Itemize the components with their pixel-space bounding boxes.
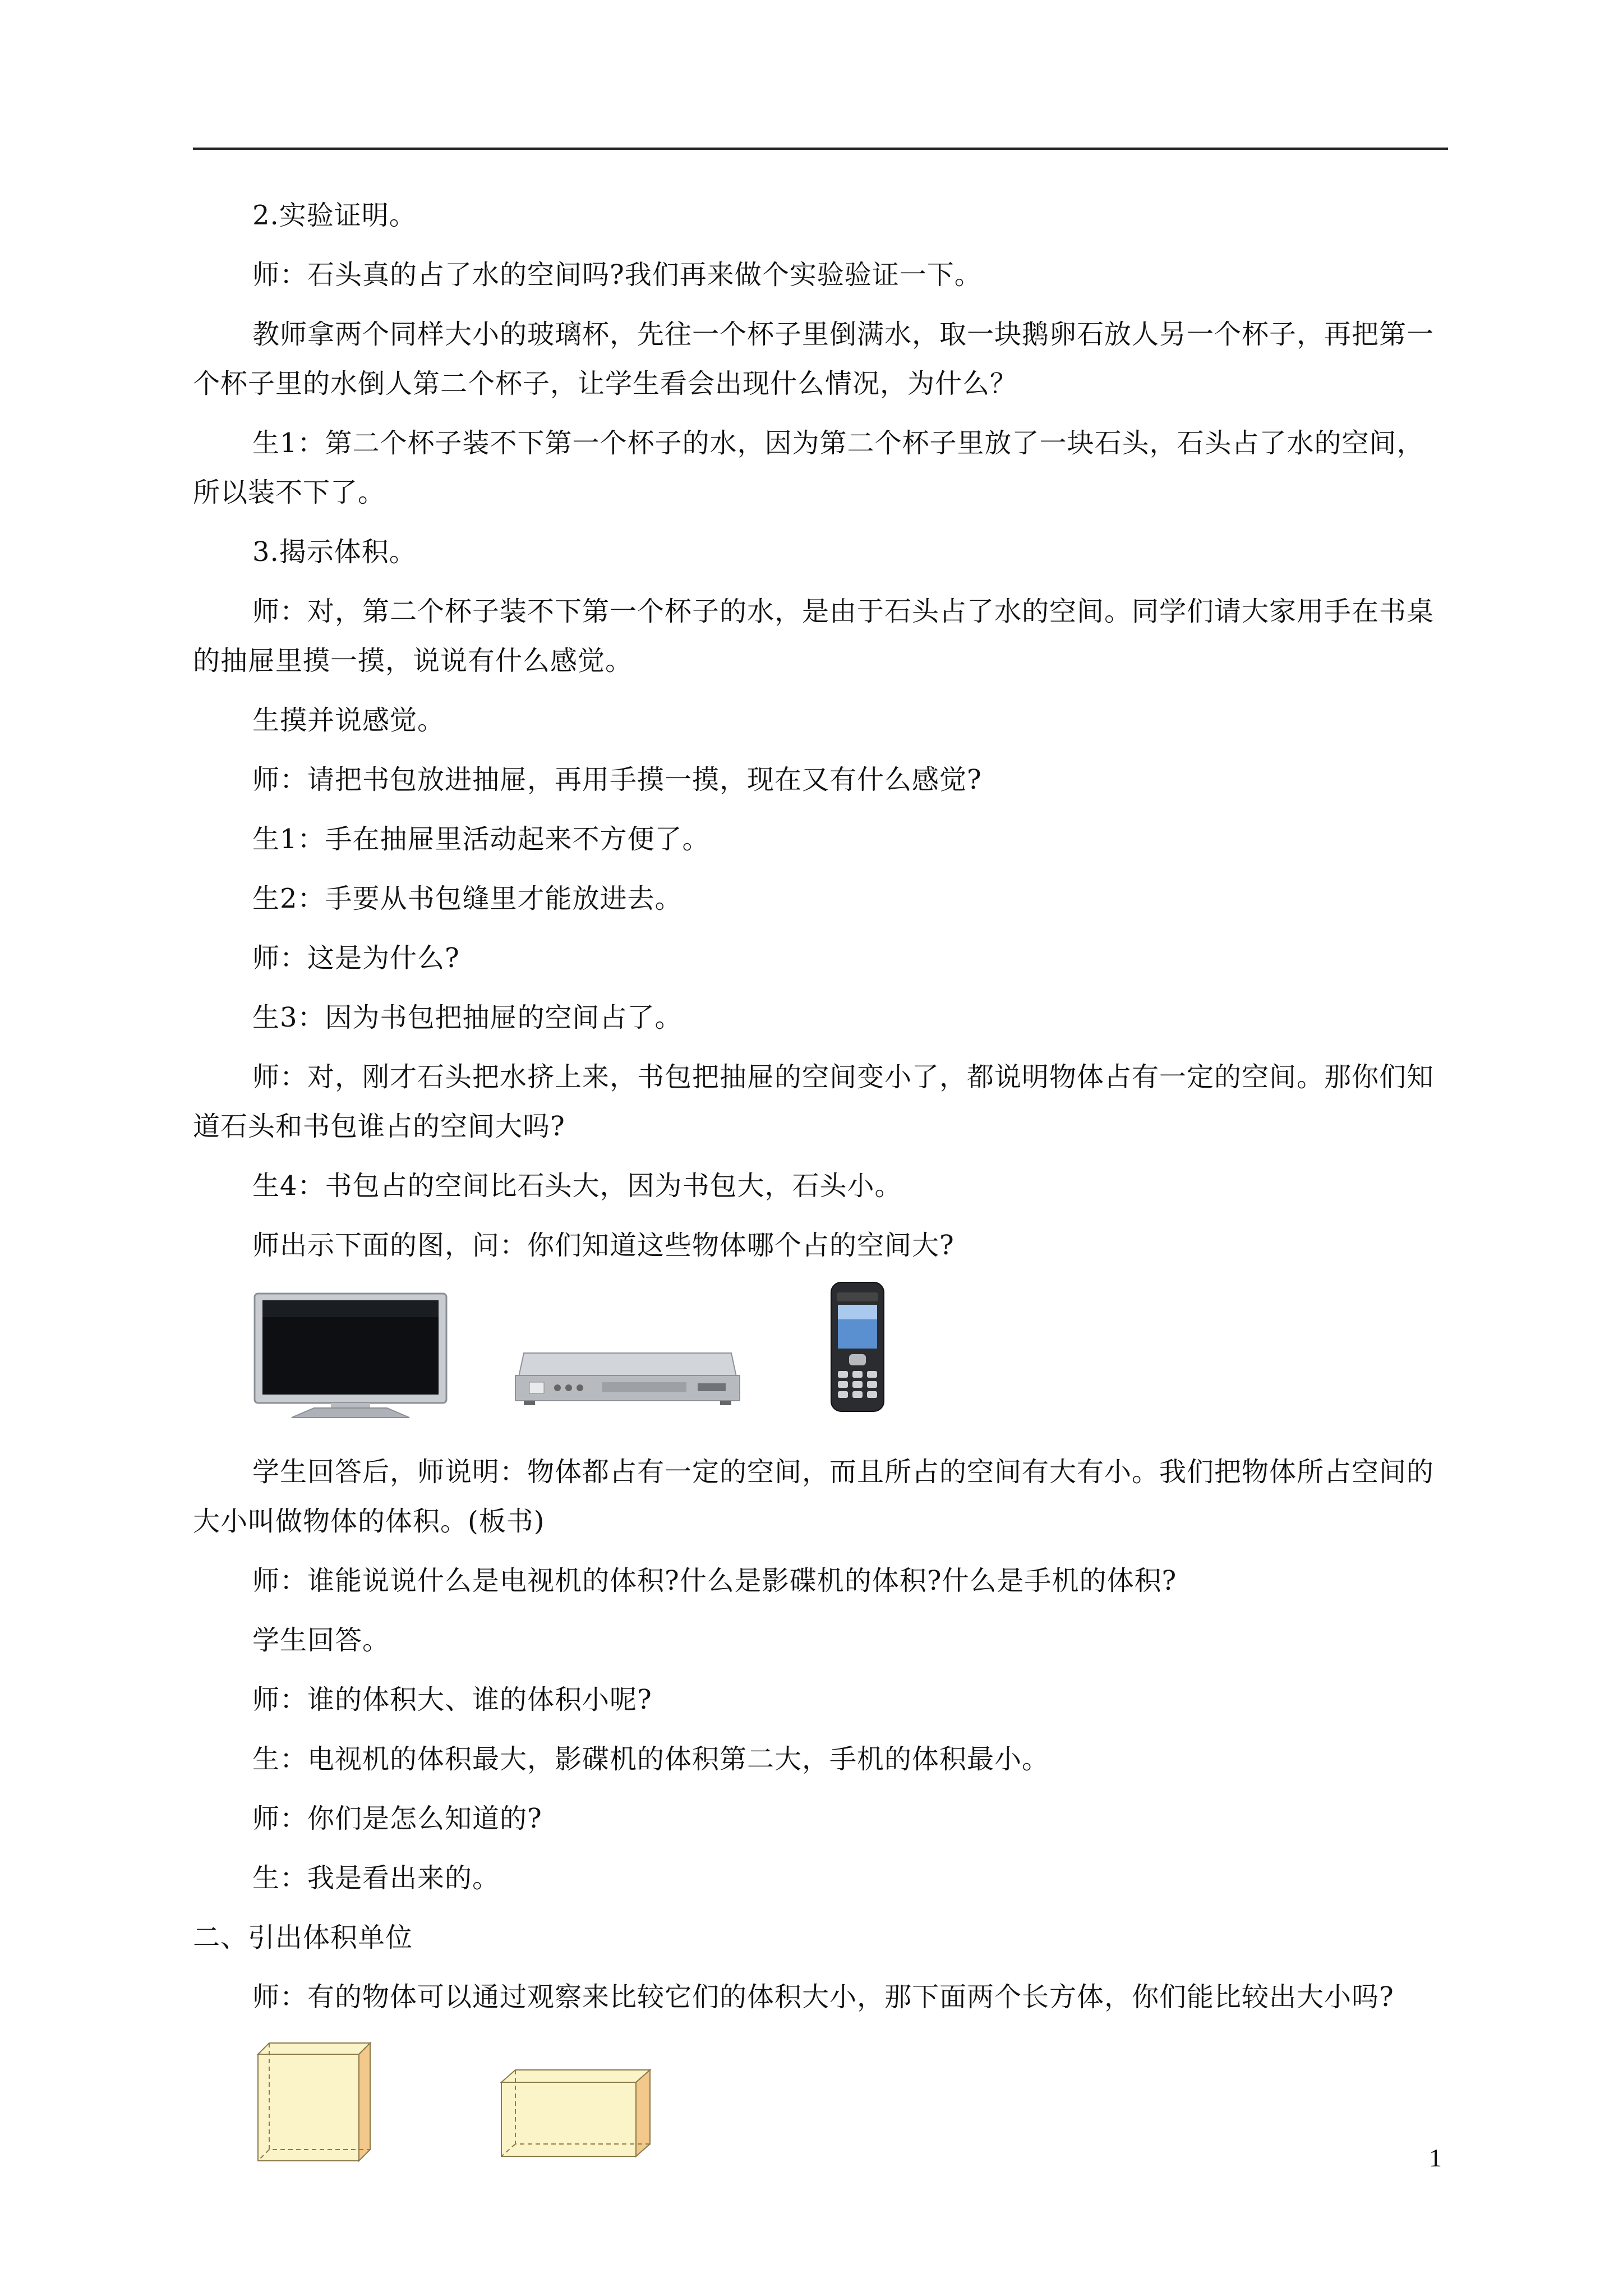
tv-image <box>252 1291 449 1420</box>
section-heading: 二、引出体积单位 <box>193 1922 413 1953</box>
paragraph: 师：谁的体积大、谁的体积小呢? <box>252 1684 652 1715</box>
paragraph: 生3：因为书包把抽屉的空间占了。 <box>252 1002 683 1033</box>
paragraph: 师：你们是怎么知道的? <box>252 1803 542 1834</box>
cuboid-figures <box>193 2032 1449 2200</box>
paragraph: 2.实验证明。 <box>252 200 417 231</box>
page-number: 1 <box>1429 2143 1442 2172</box>
paragraph: 生：我是看出来的。 <box>252 1862 500 1894</box>
paragraph: 师出示下面的图，问：你们知道这些物体哪个占的空间大? <box>252 1230 955 1261</box>
paragraph: 3.揭示体积。 <box>252 536 417 568</box>
cuboid-a-image <box>252 2037 376 2166</box>
paragraph: 生4：书包占的空间比石头大，因为书包大，石头小。 <box>252 1170 902 1202</box>
paragraph: 师：对，第二个杯子装不下第一个杯子的水，是由于石头占了水的空间。同学们请大家用手在书桌的抽屉里摸一摸，说说有什么感觉。 <box>193 596 1435 677</box>
paragraph: 生2：手要从书包缝里才能放进去。 <box>252 883 683 914</box>
device-figures <box>193 1280 1449 1437</box>
paragraph: 生摸并说感觉。 <box>252 705 445 736</box>
paragraph: 生：电视机的体积最大，影碟机的体积第二大，手机的体积最小。 <box>252 1743 1050 1775</box>
paragraph: 学生回答后，师说明：物体都占有一定的空间，而且所占的空间有大有小。我们把物体所占空间的大小叫做物体的体积。(板书) <box>193 1456 1435 1537</box>
paragraph: 教师拿两个同样大小的玻璃杯，先往一个杯子里倒满水，取一块鹅卵石放人另一个杯子，再把第一个杯子里的水倒人第二个杯子，让学生看会出现什么情况，为什么？ <box>193 319 1435 399</box>
paragraph: 师：谁能说说什么是电视机的体积?什么是影碟机的体积?什么是手机的体积? <box>252 1565 1177 1596</box>
dvd-player-image <box>513 1342 743 1409</box>
document-body <box>193 191 1449 2210</box>
paragraph: 生1：第二个杯子装不下第一个杯子的水，因为第二个杯子里放了一块石头，石头占了水的空间，所以装不下了。 <box>193 427 1424 508</box>
paragraph: 学生回答。 <box>252 1625 390 1656</box>
header-rule <box>193 148 1448 150</box>
cuboid-b-image <box>496 2065 658 2161</box>
paragraph: 生1：手在抽屉里活动起来不方便了。 <box>252 823 710 855</box>
paragraph: 师：有的物体可以通过观察来比较它们的体积大小，那下面两个长方体，你们能比较出大小吗? <box>252 1981 1394 2013</box>
mobile-phone-image <box>827 1280 888 1415</box>
paragraph: 师：对，刚才石头把水挤上来，书包把抽屉的空间变小了，都说明物体占有一定的空间。那你们知道石头和书包谁占的空间大吗? <box>193 1061 1435 1142</box>
paragraph: 师：这是为什么? <box>252 942 460 974</box>
paragraph: 师：请把书包放进抽屉，再用手摸一摸，现在又有什么感觉? <box>252 764 982 795</box>
paragraph: 师：石头真的占了水的空间吗?我们再来做个实验验证一下。 <box>252 259 982 291</box>
